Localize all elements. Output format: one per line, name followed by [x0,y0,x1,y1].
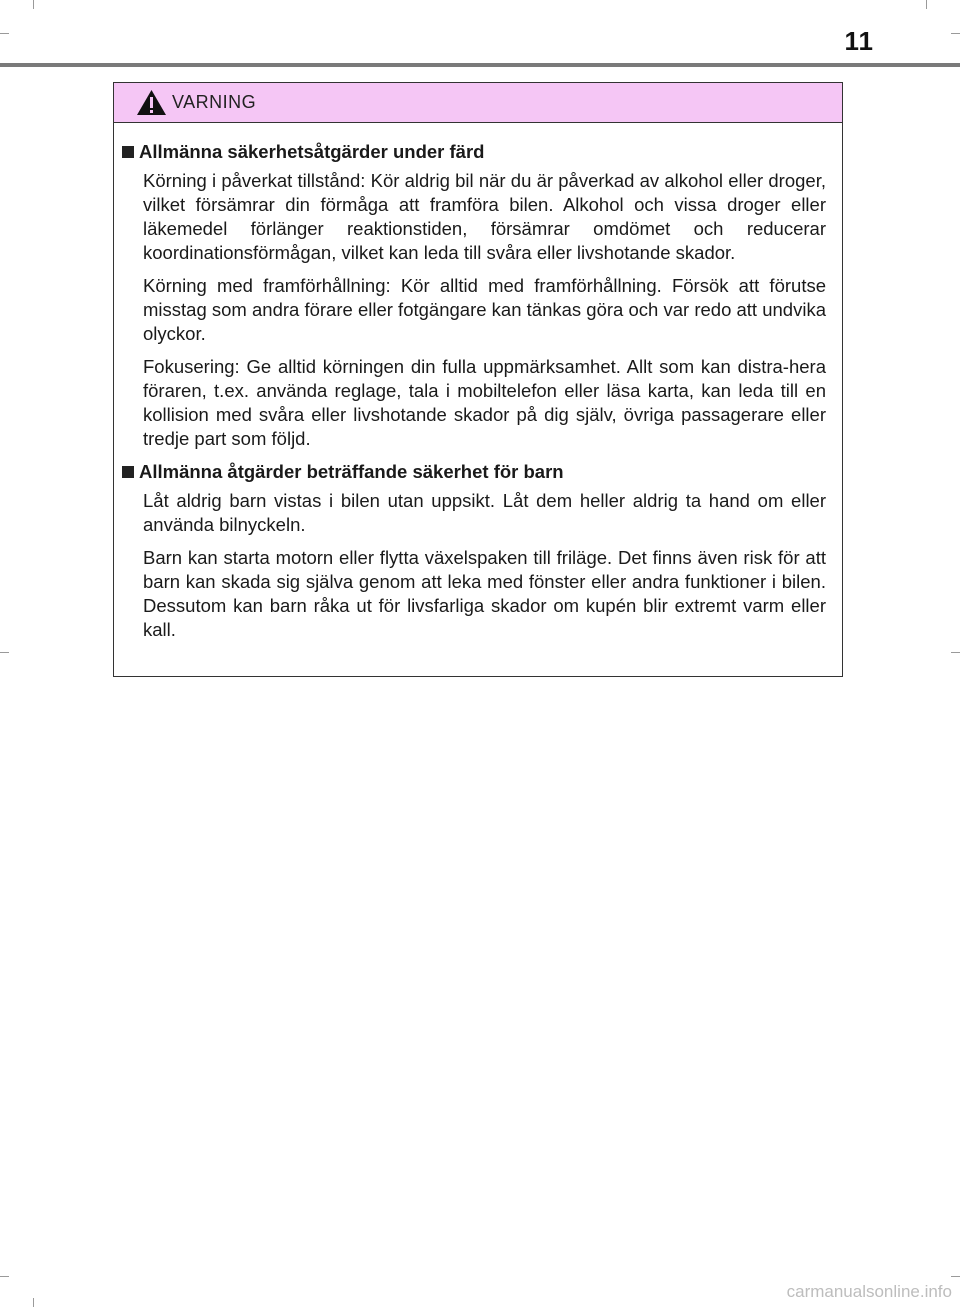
crop-mark [0,1276,9,1277]
page-number: 11 [844,26,874,56]
crop-mark [33,0,34,9]
crop-mark [951,652,960,653]
paragraph: Barn kan starta motorn eller flytta växelspaken till friläge. Det finns även risk för att barn kan skada sig själva genom att leka med fönster eller andra funktioner i bilen. Dessutom kan barn råka ut för livsfarliga skador om kupén blir extremt varm eller kall. [143,547,826,640]
bullet-square-icon [122,146,134,158]
section-heading [122,140,826,164]
paragraph: Körning i påverkat tillstånd: Kör aldrig bil när du är påverkad av alkohol eller droger, vilket försämrar din förmåga att framföra bilen. Alkohol och vissa droger eller läkemedel förlänger reaktionstiden, försämrar omdömet och reducerar koordinationsförmågan, vilket kan leda till svåra eller livshotande skador. [143,170,826,263]
paragraph: Fokusering: Ge alltid körningen din fulla uppmärksamhet. Allt som kan distra-hera föraren, t.ex. använda reglage, tala i mobiltelefon eller läsa karta, kan leda till en kollision med svåra eller livshotande skador på dig själv, övriga passagerare eller tredje part som följd. [143,356,826,449]
section-heading [122,460,826,484]
crop-mark [0,652,9,653]
paragraph: Låt aldrig barn vistas i bilen utan uppsikt. Låt dem heller aldrig ta hand om eller använda bilnyckeln. [143,490,826,535]
section-driving-safety [122,140,826,451]
crop-mark [951,33,960,34]
warning-header [114,83,842,123]
warning-title: VARNING [172,92,257,112]
warning-triangle-icon [136,89,167,116]
section-child-safety [122,460,826,642]
watermark: carmanualsonline.info [786,1282,952,1301]
paragraph: Körning med framförhållning: Kör alltid med framförhållning. Försök att förutse misstag som andra förare eller fotgängare kan tänkas göra och var redo att undvika olyckor. [143,275,826,344]
crop-mark [926,0,927,9]
crop-mark [33,1298,34,1307]
crop-mark [0,33,9,34]
warning-body [114,123,842,642]
section-heading-text: Allmänna åtgärder beträffande säkerhet för barn [139,461,564,482]
crop-mark [951,1276,960,1277]
section-heading-text: Allmänna säkerhetsåtgärder under färd [139,141,485,162]
header-rule [0,63,960,67]
bullet-square-icon [122,466,134,478]
warning-box [113,82,843,677]
